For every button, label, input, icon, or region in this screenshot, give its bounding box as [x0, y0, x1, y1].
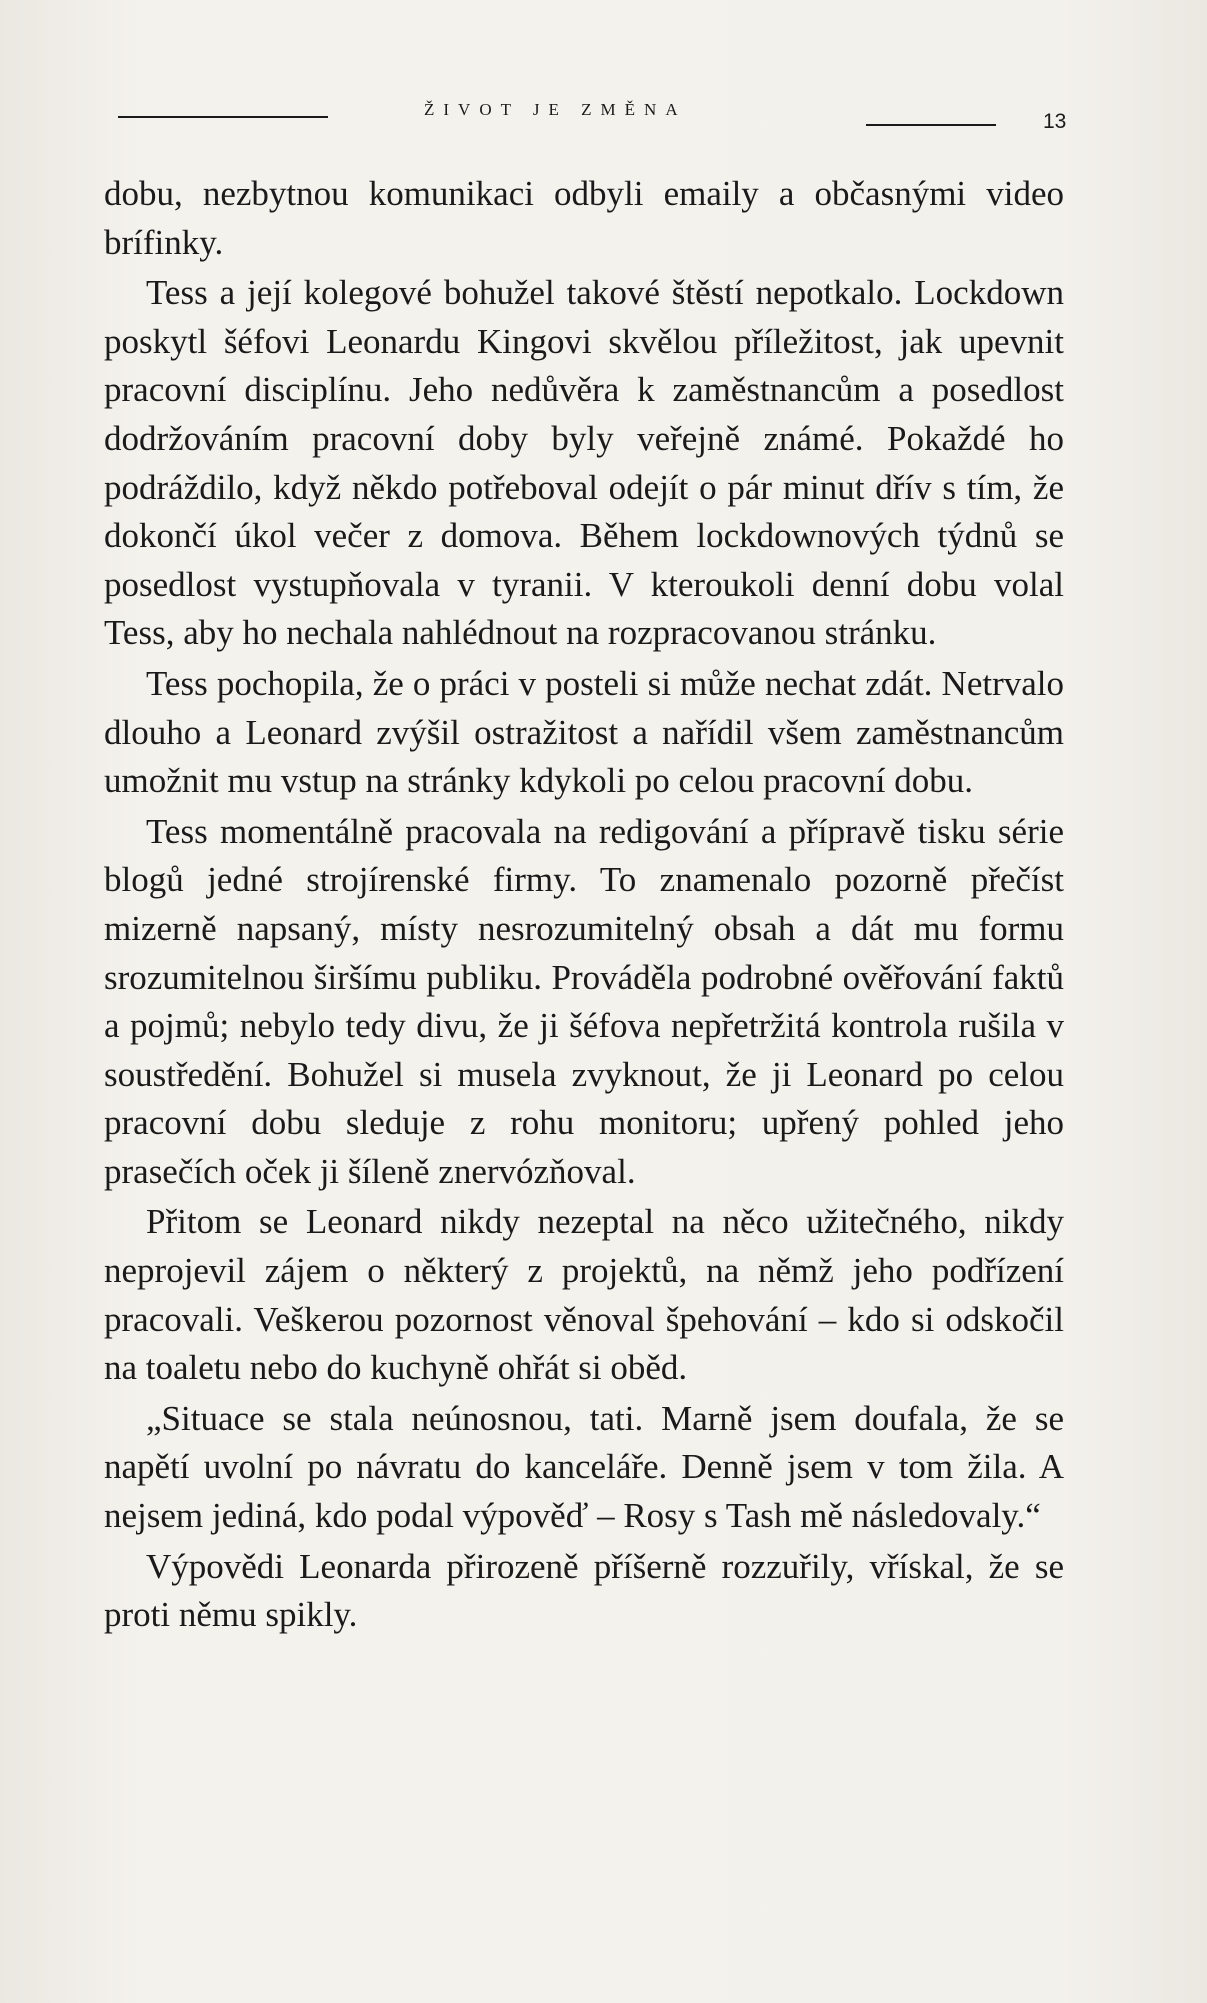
paragraph: Tess a její kolegové bohužel takové štěstí nepotkalo. Lockdown poskytl šéfovi Leonardu Kingovi skvělou příležitost, jak upevnit pracovní disciplínu. Jeho nedůvěra k zaměstnancům a posedlost dodržováním pracovní doby byly veřejně známé. Pokaždé ho podráždilo, když někdo potřeboval odejít o pár minut dřív s tím, že dokončí úkol večer z domova. Během lockdownových týdnů se posedlost vystupňovala v tyranii. V kteroukoli denní dobu volal Tess, aby ho nechala nahlédnout na rozpracovanou stránku. [104, 273, 1064, 653]
paragraph: Tess momentálně pracovala na redigování a přípravě tisku série blogů jedné strojírenské firmy. To znamenalo pozorně přečíst mizerně napsaný, místy nesrozumitelný obsah a dát mu formu srozumitelnou širšímu publiku. Prováděla podrobné ověřování faktů a pojmů; nebylo tedy divu, že ji šéfova nepřetržitá kontrola rušila v soustředění. Bohužel si musela zvyknout, že ji Leonard po celou pracovní dobu sleduje z rohu monitoru; upřený pohled jeho prasečích oček ji šíleně znervózňoval. [104, 811, 1064, 1191]
paragraph: Přitom se Leonard nikdy nezeptal na něco užitečného, nikdy neprojevil zájem o některý z projektů, na němž jeho podřízení pracovali. Veškerou pozornost věnoval špehování – kdo si odskočil na toaletu nebo do kuchyně ohřát si oběd. [104, 1202, 1064, 1388]
running-title: ŽIVOT JE ZMĚNA [424, 100, 687, 119]
paragraph: „Situace se stala neúnosnou, tati. Marně jsem doufala, že se napětí uvolní po návratu do kanceláře. Denně jsem v tom žila. A nejsem jediná, kdo podal výpověď – Rosy s Tash mě následovaly.“ [104, 1398, 1064, 1536]
page-header [118, 96, 1078, 136]
header-rule-right [866, 124, 996, 126]
body-text [104, 170, 1064, 1642]
paragraph: Výpovědi Leonarda přirozeně příšerně rozzuřily, vřískal, že se proti němu spikly. [104, 1546, 1064, 1635]
header-rule-left [118, 116, 328, 118]
page-number: 13 [1043, 110, 1067, 133]
paragraph: Tess pochopila, že o práci v posteli si může nechat zdát. Netrvalo dlouho a Leonard zvýšil ostražitost a nařídil všem zaměstnancům umožnit mu vstup na stránky kdykoli po celou pracovní dobu. [104, 663, 1064, 801]
paragraph: dobu, nezbytnou komunikaci odbyli emaily a občasnými video brífinky. [104, 174, 1064, 262]
